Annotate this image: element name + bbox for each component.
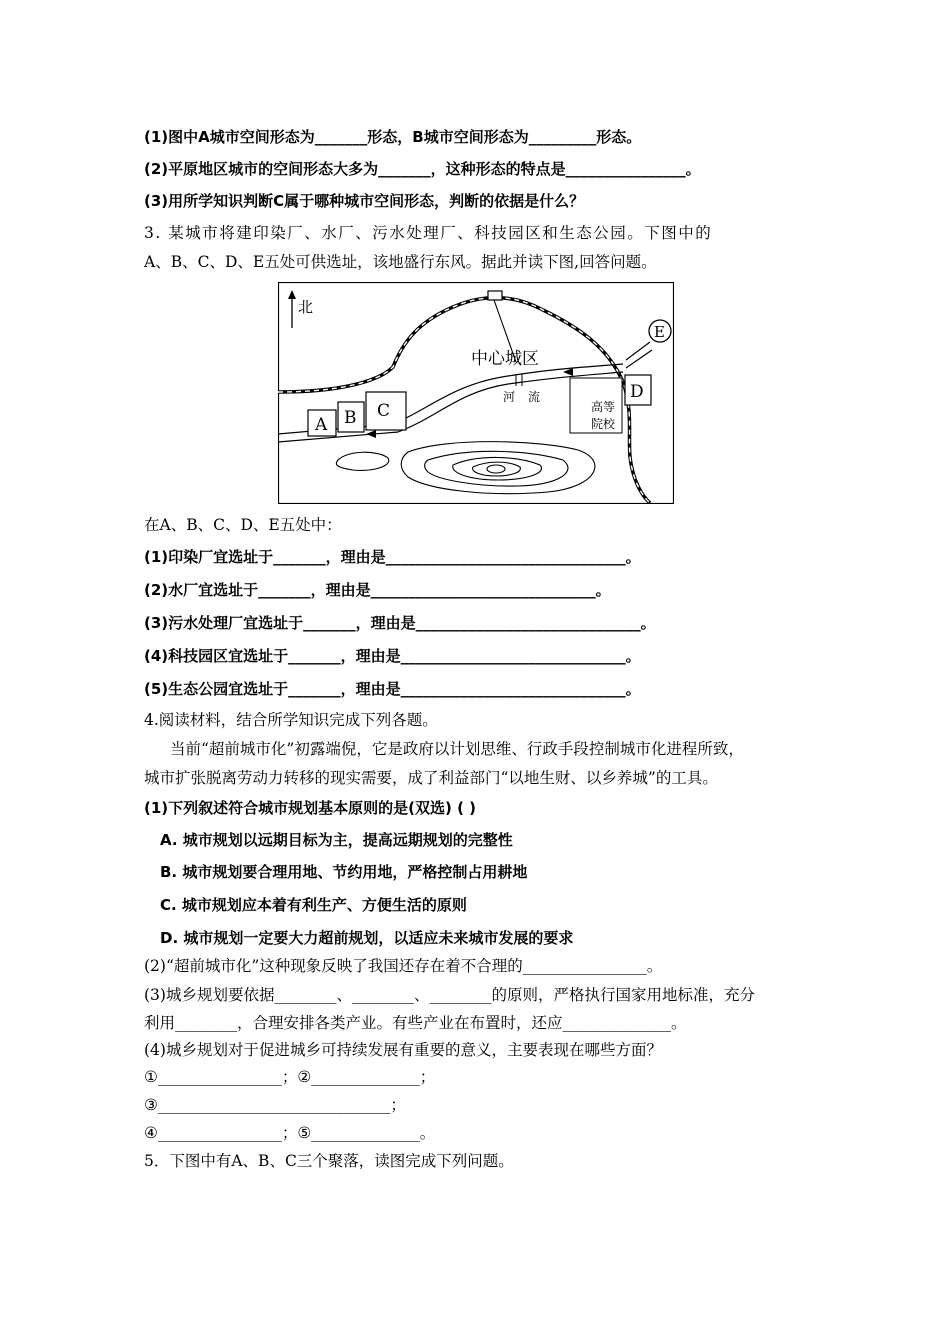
- city-center-label: 中心城区: [471, 349, 539, 369]
- q4-3a: (3)城乡规划要依据________、________、________的原则，严格执行国家用地标准，充分: [144, 986, 755, 1004]
- q4-option-a: A. 城市规划以远期目标为主，提高远期规划的完整性: [160, 831, 513, 849]
- river-label-1: 河: [503, 390, 516, 404]
- q3-3: (3)污水处理厂宜选址于_______，理由是______________________________。: [144, 614, 656, 632]
- q3-5: (5)生态公园宜选址于_______，理由是______________________________。: [144, 680, 641, 698]
- q4-option-d: D. 城市规划一定要大力超前规划，以适应未来城市发展的要求: [160, 929, 574, 947]
- q2-2: (2)平原地区城市的空间形态大多为_______，这种形态的特点是________________。: [144, 160, 701, 178]
- q4-2: (2)“超前城市化”这种现象反映了我国还存在着不合理的________________。: [144, 957, 663, 975]
- q4-4: (4)城乡规划对于促进城乡可持续发展有重要的意义，主要表现在哪些方面？: [144, 1041, 662, 1059]
- q4-option-b: B. 城市规划要合理用地、节约用地，严格控制占用耕地: [160, 863, 528, 881]
- q5: 5．下图中有A、B、C三个聚落，读图完成下列问题。: [144, 1152, 514, 1170]
- college-label-1: 高等: [591, 400, 616, 414]
- site-C: C: [377, 401, 391, 421]
- college-label-2: 院校: [591, 417, 616, 431]
- station-icon: [488, 291, 502, 300]
- q3-intro-1: 3. 某城市将建印染厂、水厂、污水处理厂、科技园区和生态公园。下图中的: [144, 224, 713, 242]
- q3-4: (4)科技园区宜选址于_______，理由是______________________________。: [144, 647, 641, 665]
- q3-intro-2: A、B、C、D、E五处可供选址，该地盛行东风。据此并读下图,回答问题。: [144, 253, 657, 271]
- q4-4-answers-1: ①________________；②______________；: [144, 1068, 436, 1086]
- q3-2: (2)水厂宜选址于_______，理由是______________________________。: [144, 581, 611, 599]
- q4-1: (1)下列叙述符合城市规划基本原则的是(双选) ( ): [144, 799, 477, 817]
- site-B: B: [344, 408, 357, 428]
- q3-lead: 在A、B、C、D、E五处中：: [144, 516, 342, 534]
- q4-4-answers-2: ③______________________________；: [144, 1096, 406, 1114]
- q4-material-1: 当前“超前城市化”初露端倪，它是政府以计划思维、行政手段控制城市化进程所致，: [170, 740, 744, 758]
- q4-intro: 4.阅读材料，结合所学知识完成下列各题。: [144, 711, 438, 729]
- q4-3b: 利用________，合理安排各类产业。有些产业在布置时，还应______________。: [144, 1014, 687, 1032]
- north-label: 北: [298, 298, 314, 316]
- site-A: A: [315, 415, 328, 435]
- q2-1: (1)图中A城市空间形态为_______形态，B城市空间形态为_________形态。: [144, 128, 642, 146]
- city-site-map: [278, 282, 674, 504]
- q4-material-2: 城市扩张脱离劳动力转移的现实需要，成了利益部门“以地生财、以乡养城”的工具。: [144, 769, 718, 787]
- site-E: E: [654, 323, 665, 341]
- q2-3: (3)用所学知识判断C属于哪种城市空间形态，判断的依据是什么？: [144, 192, 585, 210]
- q3-1: (1)印染厂宜选址于_______，理由是________________________________。: [144, 548, 641, 566]
- site-D: D: [630, 382, 644, 402]
- q4-4-answers-3: ④________________；⑤______________。: [144, 1124, 436, 1142]
- river-label-2: 流: [528, 390, 541, 404]
- q4-option-c: C. 城市规划应本着有利生产、方便生活的原则: [160, 896, 467, 914]
